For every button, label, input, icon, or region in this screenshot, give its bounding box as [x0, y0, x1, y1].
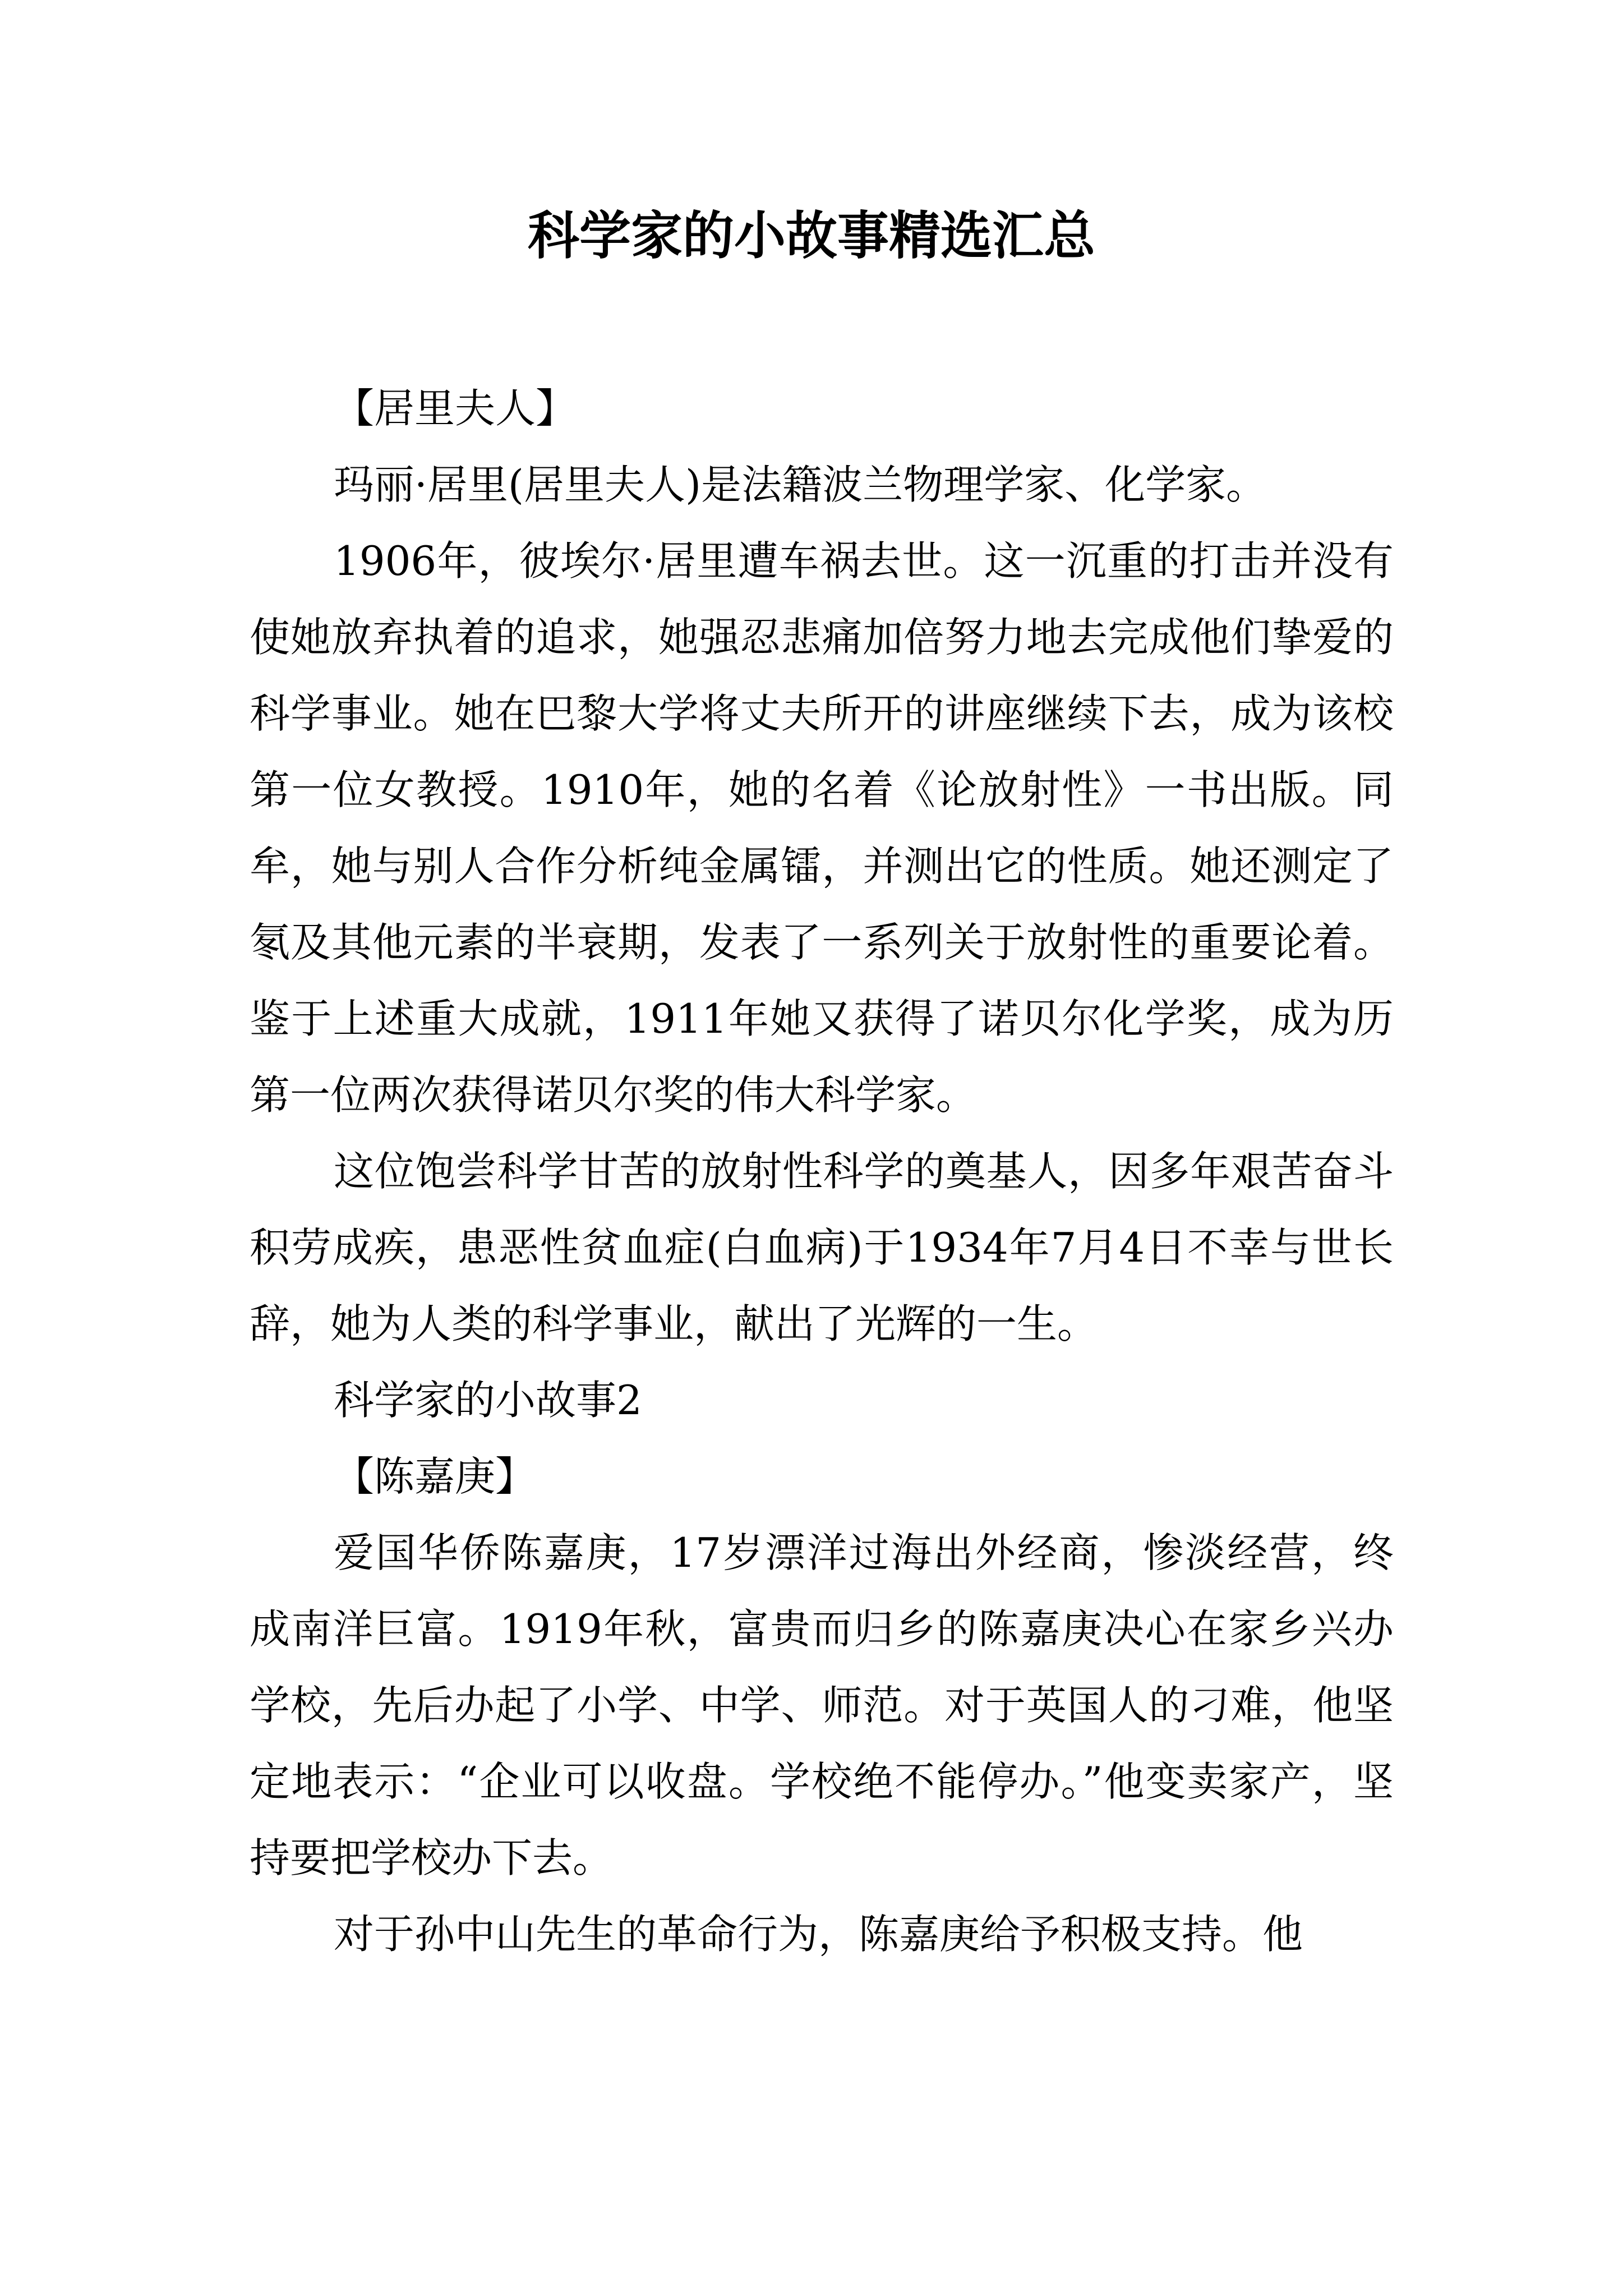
- story-subtitle: 科学家的小故事2: [334, 1377, 642, 1424]
- section-heading-curie: 【居里夫人】: [334, 385, 577, 432]
- section-heading-chen-jiageng: 【陈嘉庚】: [334, 1453, 536, 1500]
- paragraph: 对于孙中山先生的革命行为，陈嘉庚给予积极支持。他: [334, 1911, 1303, 1958]
- document-title: 科学家的小故事精选汇总: [527, 205, 1095, 266]
- paragraph: 这位饱尝科学甘苦的放射性科学的奠基人，因多年艰苦奋斗积劳成疾，患恶性贫血症(白血病)于1934年7月4日不幸与世长辞，她为人类的科学事业，献出了光辉的一生。: [250, 1148, 1394, 1347]
- paragraph: 爱国华侨陈嘉庚，17岁漂洋过海出外经商，惨淡经营，终成南洋巨富。1919年秋，富贵而归乡的陈嘉庚决心在家乡兴办学校，先后办起了小学、中学、师范。对于英国人的刁难，他坚定地表示：“企业可以收盘。学校绝不能停办。”他变卖家产，坚持要把学校办下去。: [250, 1529, 1394, 1881]
- paragraph: 1906年，彼埃尔·居里遭车祸去世。这一沉重的打击并没有使她放弃执着的追求，她强忍悲痛加倍努力地去完成他们挚爱的科学事业。她在巴黎大学将丈夫所开的讲座继续下去，成为该校第一位女教授。1910年，她的名着《论放射性》一书出版。同牟，她与别人合作分析纯金属镭，并测出它的性质。她还测定了氡及其他元素的半衰期，发表了一系列关于放射性的重要论着。鉴于上述重大成就，1911年她又获得了诺贝尔化学奖，成为历第一位两次获得诺贝尔奖的伟大科学家。: [250, 537, 1394, 1119]
- document-body: [250, 370, 1394, 1972]
- paragraph: 玛丽·居里(居里夫人)是法籍波兰物理学家、化学家。: [334, 461, 1267, 508]
